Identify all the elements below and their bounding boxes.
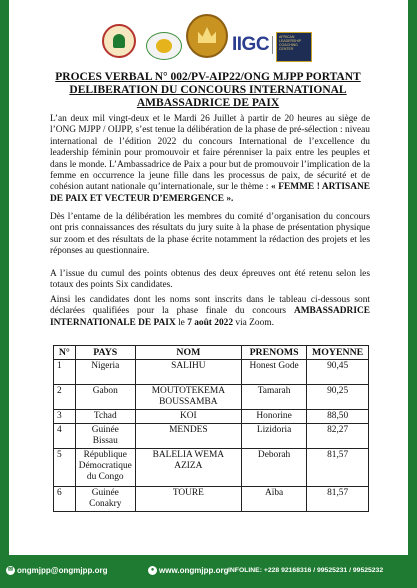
cell-num: 3 bbox=[54, 410, 76, 424]
paragraph-qualified-text-1: Ainsi les candidates dont les noms sont inscrits dans le tableau ci-dessous sont déclarées qualifiées pour la phase finale du concours bbox=[50, 295, 370, 317]
cell-moyenne: 88,50 bbox=[307, 410, 369, 424]
table-header-row bbox=[54, 346, 369, 360]
cell-pays: République Démocratique du Congo bbox=[75, 449, 135, 487]
cell-nom: SALIHU bbox=[135, 360, 241, 385]
cell-moyenne: 81,57 bbox=[307, 487, 369, 512]
cell-num: 5 bbox=[54, 449, 76, 487]
cell-moyenne: 82,27 bbox=[307, 424, 369, 449]
cell-moyenne: 90,25 bbox=[307, 385, 369, 410]
paragraph-qualified-text-3: via Zoom. bbox=[233, 317, 274, 328]
iigc-logo bbox=[232, 34, 276, 56]
cell-num: 1 bbox=[54, 360, 76, 385]
header-pays: PAYS bbox=[75, 346, 135, 360]
header-num: N° bbox=[54, 346, 76, 360]
email-icon: ✉ bbox=[7, 567, 14, 574]
paragraph-intro-theme: « FEMME ! ARTISANE DE PAIX ET VECTEUR D’EMERGENCE ». bbox=[50, 182, 370, 204]
footer-phone-text: INFOLINE: +228 92168316 / 99525231 / 99525232 bbox=[228, 567, 384, 574]
table-row bbox=[54, 487, 369, 512]
african-leadership-logo bbox=[276, 32, 312, 62]
paragraph-intro-text: L’an deux mil vingt-deux et le Mardi 26 Juillet à partir de 20 heures au siège de l’ONG MJPP / OIJPP, s’est tenue la délibération de la phase de pré-sélection : niveau international de l’édition 2022 du concours International de l’excellence du leadership féminin pour promouvoir et faire pérenniser la paix entre les peuples et dans le monde. L’Ambassadrice de Paix a pour but de promouvoir l’implication de la femme en occurrence la jeune fille dans les processus de paix, de sécurité et de cohésion autant nationale qu’internationale, sur le thème : bbox=[50, 114, 370, 193]
cell-pays: Guinée Conakry bbox=[75, 487, 135, 512]
cell-nom: KOI bbox=[135, 410, 241, 424]
cell-prenoms: Honorine bbox=[241, 410, 306, 424]
header-moyenne: MOYENNE bbox=[307, 346, 369, 360]
cell-nom: TOURE bbox=[135, 487, 241, 512]
header-prenoms: PRENOMS bbox=[241, 346, 306, 360]
table-row bbox=[54, 424, 369, 449]
cell-prenoms: Honest Gode bbox=[241, 360, 306, 385]
oijpp-logo bbox=[146, 32, 182, 60]
cell-pays: Guinée Bissau bbox=[75, 424, 135, 449]
footer-website[interactable] bbox=[148, 566, 228, 575]
paragraph-deliberation: Dès l’entame de la délibération les membres du comité d’organisation du concours ont pris connaissances des résultats du jury suite à la phase de présentation physique sur zoom et des résultats de la phase écrite notamment la rédaction des projets et les réponses au questionnaire. bbox=[50, 212, 370, 257]
table-row bbox=[54, 385, 369, 410]
footer-phone bbox=[228, 567, 383, 574]
cell-prenoms: Lizidoria bbox=[241, 424, 306, 449]
table-row bbox=[54, 360, 369, 385]
globe-icon: ● bbox=[148, 566, 157, 575]
cell-nom: MOUTOTEKEMA BOUSSAMBA bbox=[135, 385, 241, 410]
paragraph-qualified-bold-2: 7 août 2022 bbox=[187, 317, 234, 328]
document-title: PROCES VERBAL N° 002/PV-AIP22/ONG MJPP PORTANT DELIBERATION DU CONCOURS INTERNATIONAL AMBASSADRICE DE PAIX bbox=[55, 71, 361, 109]
results-table bbox=[53, 345, 369, 512]
footer-bar bbox=[0, 555, 417, 588]
cell-pays: Tchad bbox=[75, 410, 135, 424]
cell-num: 6 bbox=[54, 487, 76, 512]
paragraph-qualified-bold-1: AMBASSADRICE INTERNATIONALE DE PAIX bbox=[50, 306, 370, 328]
african-leadership-logo-text: AFRICAN LEADERSHIP COACHING CENTER bbox=[279, 35, 302, 51]
table-row bbox=[54, 449, 369, 487]
right-border-bar bbox=[408, 0, 417, 555]
paragraph-results-summary: A l’issue du cumul des points obtenus des deux épreuves ont été retenu selon les totaux des points Six candidates. bbox=[50, 269, 370, 291]
paragraph-qualified bbox=[50, 295, 370, 329]
paragraph-qualified-text-2: le bbox=[175, 317, 188, 328]
table-row bbox=[54, 410, 369, 424]
cell-pays: Gabon bbox=[75, 385, 135, 410]
cell-nom: BALELIA WEMA AZIZA bbox=[135, 449, 241, 487]
footer-website-text: www.ongmjpp.org bbox=[159, 566, 229, 575]
cell-num: 4 bbox=[54, 424, 76, 449]
iigc-logo-text: IIGC bbox=[232, 34, 270, 55]
cell-prenoms: Tamarah bbox=[241, 385, 306, 410]
cell-prenoms: Deborah bbox=[241, 449, 306, 487]
cell-prenoms: Aïba bbox=[241, 487, 306, 512]
paragraph-intro bbox=[50, 114, 370, 205]
footer-email[interactable] bbox=[6, 566, 107, 575]
header-nom: NOM bbox=[135, 346, 241, 360]
cell-num: 2 bbox=[54, 385, 76, 410]
header-logos bbox=[0, 14, 417, 60]
left-border-bar bbox=[0, 0, 9, 555]
cell-nom: MENDES bbox=[135, 424, 241, 449]
cell-pays: Nigeria bbox=[75, 360, 135, 385]
cell-moyenne: 90,45 bbox=[307, 360, 369, 385]
footer-email-text: ongmjpp@ongmjpp.org bbox=[17, 566, 108, 575]
cell-moyenne: 81,57 bbox=[307, 449, 369, 487]
mjpp-logo bbox=[102, 24, 136, 58]
crown-emblem-logo bbox=[186, 14, 228, 58]
